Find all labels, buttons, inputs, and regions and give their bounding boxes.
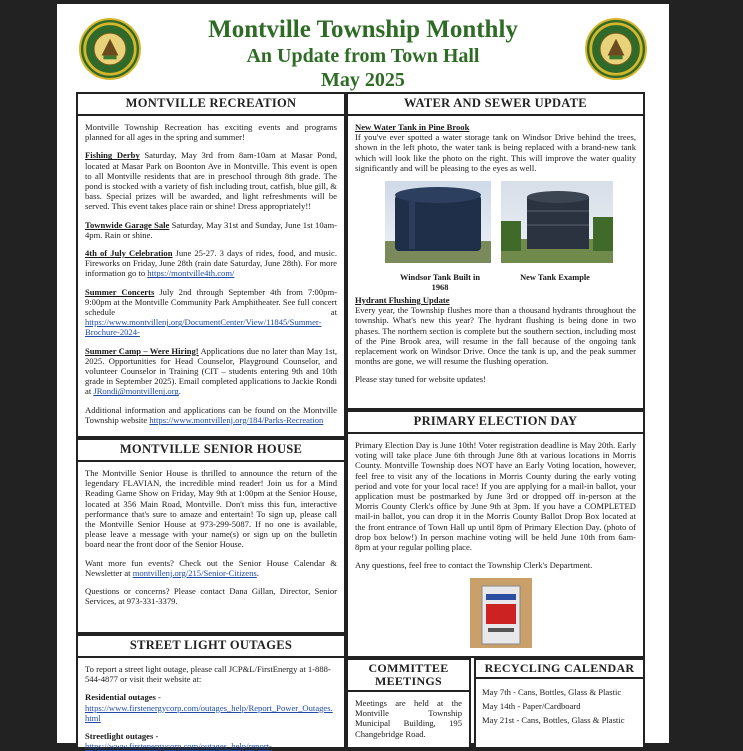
election-section <box>346 410 645 658</box>
issue-date: May 2025 <box>321 69 405 91</box>
section-heading: RECYCLING CALENDAR <box>476 660 643 679</box>
tank-text: If you've ever spotted a water storage tank on Windsor Drive behind the trees, shown in the left photo, the water tank is being replaced with a brand-new tank which will look like the photo on the right. This will improve the water quality significantly and will be pleasing to the eyes as well. <box>355 132 636 173</box>
masthead <box>147 16 579 92</box>
township-seal-icon <box>585 18 647 80</box>
july-fourth: 4th of July Celebration June 25-27. 3 days of rides, food, and music. Fireworks on Friday, June 28th (rain date Saturday, June 28th). For more information go to https://montville4th.com/ <box>85 248 337 279</box>
senior-calendar: Want more fun events? Check out the Senior House Calendar & Newsletter at montvillenj.org/215/Senior-Citizens. <box>85 557 337 578</box>
section-heading: PRIMARY ELECTION DAY <box>348 412 643 434</box>
senior-citizens-link[interactable]: montvillenj.org/215/Senior-Citizens <box>132 567 257 578</box>
new-tank-caption: New Tank Example <box>520 273 590 283</box>
committee-text: Meetings are held at the Montville Township Municipal Building, 195 Changebridge Road. <box>355 698 462 739</box>
senior-announcement: The Montville Senior House is thrilled to announce the return of the legendary FLAVIAN, the incredible mind reader! Join us for a Mind Reading Game Show on Friday, May 9th at 1:00pm at the Senior House, located at 356 Main Road, Montville. Don't miss this fun, interactive performance that's sure to amaze and entertain! To sign up, please call the Montville Senior House at 973-299-5087. If no one is available, please leave a message with your name(s) or sign up on the bulletin board near the front door of the Senior House. <box>85 468 337 550</box>
residential-outages-label: Residential outages - <box>85 692 161 703</box>
recycling-item: May 21st - Cans, Bottles, Glass & Plastic <box>482 715 625 725</box>
section-heading: COMMITTEE MEETINGS <box>348 660 469 692</box>
garage-sale: Townwide Garage Sale Saturday, May 31st and Sunday, June 1st 10am-4pm. Rain or shine. <box>85 219 337 240</box>
recycling-item: May 14th - Paper/Cardboard <box>482 701 581 711</box>
committee-meetings-section <box>346 658 471 749</box>
streetlight-outages-label: Streetlight outages - <box>85 731 159 742</box>
residential-outages-link[interactable]: https://www.firstenergycorp.com/outages_help/Report_Power_Outages.html <box>85 702 333 723</box>
recreation-section <box>76 92 346 438</box>
recycling-item: May 7th - Cans, Bottles, Glass & Plastic <box>482 687 622 697</box>
senior-house-section <box>76 438 346 634</box>
recreation-intro: Montville Township Recreation has exciting events and programs planned for all ages in the spring and summer! <box>85 122 337 143</box>
senior-contact: Questions or concerns? Please contact Dana Gillan, Director, Senior Services, at 973-331-3379. <box>85 586 337 607</box>
tank-title: New Water Tank in Pine Brook <box>355 122 470 132</box>
camp-email-link[interactable]: JRondi@montvillenj.org <box>93 386 179 397</box>
old-tank-caption: Windsor Tank Built in 1968 <box>400 273 480 293</box>
streetlight-outages-link[interactable]: https://www.firstenergycorp.com/outages_help/report- <box>85 741 272 751</box>
fishing-derby: Fishing Derby Saturday, May 3rd from 8am-10am at Masar Pond, located at Masar Park on Boonton Ave in Montville. This event is open to all Montville residents that are in preschool through 8th grade. The pond is stocked with a variety of fish including trout, catfish, blue gill, & bass. Special prizes will be awarded, and light refreshments will be served. This event takes place rain or shine! Dress appropriately!! <box>85 150 337 212</box>
street-intro: To report a street light outage, please call JCP&L/FirstEnergy at 1-888-544-4877 or visit their website at: <box>85 664 331 685</box>
hydrant-title: Hydrant Flushing Update <box>355 295 450 306</box>
water-sewer-section <box>346 92 645 410</box>
section-heading: MONTVILLE RECREATION <box>78 94 344 116</box>
recycling-calendar-section <box>474 658 645 749</box>
section-heading: MONTVILLE SENIOR HOUSE <box>78 440 344 462</box>
newsletter-title: Montville Township Monthly <box>208 16 518 43</box>
hydrant-text: Every year, the Township flushes more than a thousand hydrants throughout the township. What's new this year? The hydrant flushing is being done in two phases. The northern section is complete but the southern section, including most of the Pine Brook area, will resume in the fall because of the ongoing tank replacement work on Windsor Drive. Once the tank is up, and the peak summer months are gone, we will resume the flushing operation. <box>355 305 636 367</box>
section-heading: WATER AND SEWER UPDATE <box>348 94 643 116</box>
section-heading: STREET LIGHT OUTAGES <box>78 636 344 658</box>
old-tank-photo <box>385 181 491 263</box>
water-closing: Please stay tuned for website updates! <box>355 374 487 385</box>
newsletter-page <box>57 4 669 751</box>
ballot-drop-box-photo <box>470 578 532 648</box>
recreation-more: Additional information and applications can be found on the Montville Township website https://www.montvillenj.org/184/Parks-Recreation <box>85 404 337 425</box>
july-fourth-link[interactable]: https://montville4th.com/ <box>147 268 235 279</box>
summer-concerts: Summer Concerts July 2nd through September 4th from 7:00pm-9:00pm at the Montville Community Park Amphitheater. See full concert schedule at https://www.montvillenj.org/DocumentCenter/View/11845/Summer-Brochure-2024- <box>85 286 337 338</box>
newsletter-subtitle: An Update from Town Hall <box>246 45 480 67</box>
recreation-website-link[interactable]: https://www.montvillenj.org/184/Parks-Recreation <box>149 414 324 425</box>
summer-camp: Summer Camp – Were Hiring! Applications due no later than May 1st, 2025. Opportunities for Head Counselor, Playground Counselor, and volunteer Counselor in Training (CIT – students entering 9th and 10th grade in September 2025). Email completed applications to Jackie Rondi at JRondi@montvillenj.org. <box>85 345 337 397</box>
election-contact: Any questions, feel free to contact the Township Clerk's Department. <box>355 560 593 571</box>
concerts-link[interactable]: https://www.montvillenj.org/DocumentCenter/View/11845/Summer-Brochure-2024- <box>85 317 322 338</box>
election-details: Primary Election Day is June 10th! Voter registration deadline is May 20th. Early voting will take place June 6th through June 8th at various locations in Morris County. Montville Township does NOT have an Early Voting location, however, feel free to visit any of the locations in Morris County during the early voting period and vote for your local race! If you are applying for a mail-in ballot, your application must be postmarked by June 3rd or dropped off in-person at the Morris County Clerk's office by June 9th at 3pm. If you have a COMPLETED mail-in ballot, you can drop it in the Morris County Ballot Drop Box located at the front entrance of Town Hall up until 8pm of Primary Election Day. (photo of drop box below!) In person machine voting will be held June 10th from 6am-8pm at your regular polling place. <box>355 440 636 553</box>
township-seal-icon <box>79 18 141 80</box>
new-tank-photo <box>501 181 613 263</box>
street-light-section <box>76 634 346 749</box>
